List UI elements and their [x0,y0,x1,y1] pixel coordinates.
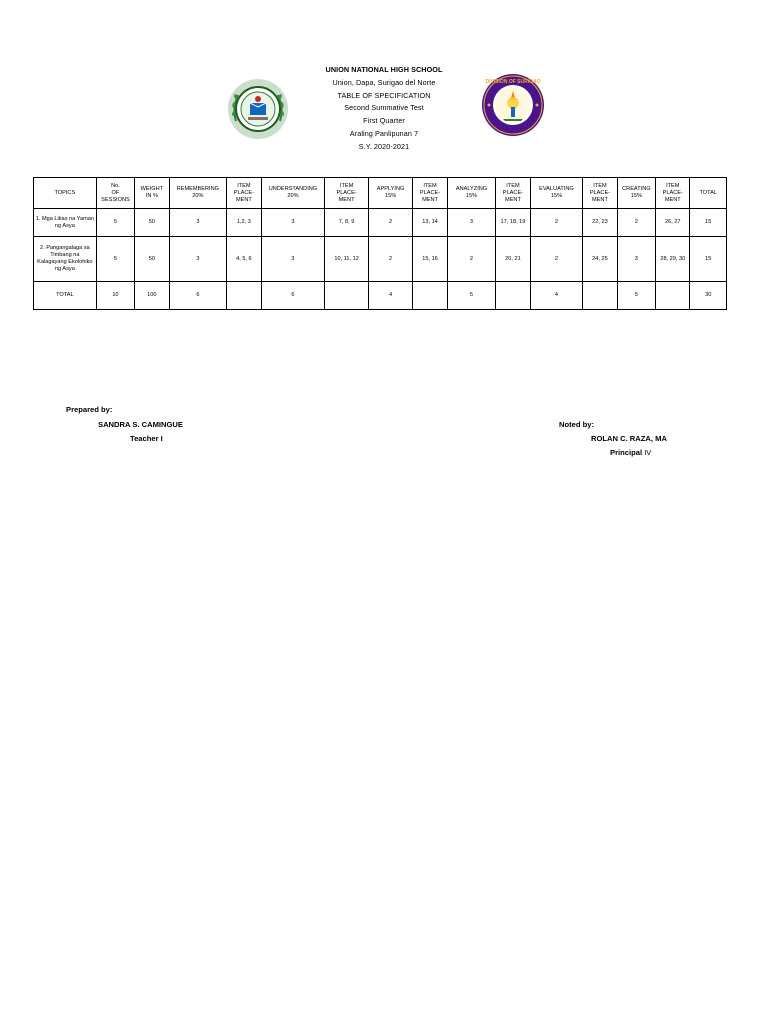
division-seal-icon [481,73,545,137]
school-address: Union, Dapa, Surigao del Norte [332,77,436,87]
header-weight: WEIGHT IN % [135,178,169,209]
table-cell: 50 [135,209,169,237]
table-cell: 50 [135,237,169,282]
table-cell: 100 [135,282,169,310]
table-cell: 5 [96,237,134,282]
table-cell: 24, 25 [583,237,617,282]
table-cell [227,282,261,310]
table-row [34,237,727,282]
school-name: UNION NATIONAL HIGH SCHOOL [325,65,443,74]
table-cell [325,282,369,310]
header-item-placement: ITEM PLACE- MENT [227,178,261,209]
test-name: Second Summative Test [344,103,424,113]
table-cell: 17, 18, 19 [496,209,530,237]
table-cell: TOTAL [34,282,97,310]
noted-by-title-bold: Principal [610,448,643,457]
school-seal-icon [226,77,290,141]
table-cell: 15 [690,209,727,237]
table-cell: 4 [530,282,583,310]
table-cell: 2. Pangangalaga sa Timbang na Kalagayang Ekolohiko ng Asya [34,237,97,282]
table-cell [413,282,447,310]
table-header-row [34,178,727,209]
table-cell: 22, 23 [583,209,617,237]
table-cell [656,282,690,310]
table-cell: 6 [261,282,325,310]
table-cell: 26, 27 [656,209,690,237]
header-creating: CREATING 15% [617,178,655,209]
noted-by-title-rest: IV [642,448,652,457]
document-header [0,64,768,154]
table-cell: 30 [690,282,727,310]
table-cell: 28, 29, 30 [656,237,690,282]
header-remembering: REMEMBERING 20% [169,178,227,209]
table-cell: 2 [617,209,655,237]
table-cell: 5 [617,282,655,310]
table-cell: 2 [530,237,583,282]
table-cell: 4, 5, 6 [227,237,261,282]
prepared-by-label: Prepared by: [66,405,113,414]
table-cell [496,282,530,310]
header-understanding: UNDERSTANDING 20% [261,178,325,209]
header-analyzing: ANALYZING 15% [447,178,496,209]
table-cell: 3 [261,237,325,282]
table-cell: 2 [447,237,496,282]
prepared-by-name: SANDRA S. CAMINGUE [98,420,186,429]
table-cell: 3 [169,209,227,237]
header-evaluating: EVALUATING 15% [530,178,583,209]
table-cell: 13, 14 [413,209,447,237]
table-row-total [34,282,727,310]
header-item-placement: ITEM PLACE- MENT [413,178,447,209]
school-year: S.Y. 2020-2021 [358,141,410,151]
table-cell: 2 [530,209,583,237]
prepared-by-title: Teacher I [130,434,163,443]
header-total: TOTAL [690,178,727,209]
table-cell: 5 [96,209,134,237]
quarter: First Quarter [363,116,405,126]
table-cell: 3 [617,237,655,282]
table-cell: 2 [368,237,413,282]
table-row [34,209,727,237]
table-cell: 15 [690,237,727,282]
division-seal-text: DIVISION OF SURIGAO [485,79,541,85]
table-cell [583,282,617,310]
header-item-placement: ITEM PLACE- MENT [583,178,617,209]
table-cell: 4 [368,282,413,310]
table-cell: 15, 16 [413,237,447,282]
table-cell: 5 [447,282,496,310]
header-topics: TOPICS [34,178,97,209]
table-of-specification [33,177,727,310]
table-cell: 3 [261,209,325,237]
table-cell: 3 [447,209,496,237]
table-cell: 6 [169,282,227,310]
table-cell: 10 [96,282,134,310]
table-cell: 1. Mga Likas na Yaman ng Asya [34,209,97,237]
header-applying: APPLYING 15% [368,178,413,209]
header-item-placement: ITEM PLACE- MENT [496,178,530,209]
table-cell: 1,2, 3 [227,209,261,237]
header-item-placement: ITEM PLACE- MENT [656,178,690,209]
header-sessions: No. OF SESSIONS [96,178,134,209]
table-cell: 2 [368,209,413,237]
table-cell: 20, 21 [496,237,530,282]
table-cell: 3 [169,237,227,282]
noted-by-title [610,448,651,458]
document-title: TABLE OF SPECIFICATION [337,90,431,100]
table-cell: 10, 11, 12 [325,237,369,282]
subject: Araling Panlipunan 7 [349,128,419,138]
table-cell: 7, 8, 9 [325,209,369,237]
header-item-placement: ITEM PLACE- MENT [325,178,369,209]
noted-by-name: ROLAN C. RAZA, MA [591,434,667,443]
noted-by-label: Noted by: [559,420,595,429]
